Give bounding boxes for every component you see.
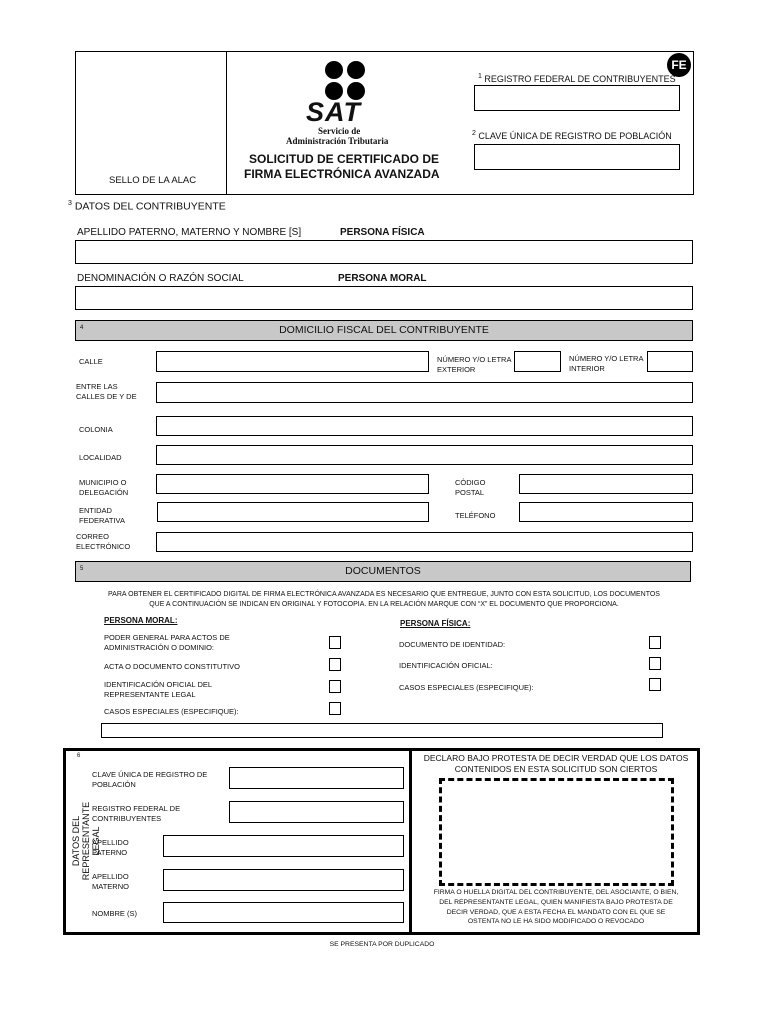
section5-bar [75,561,691,582]
rep-curp-label-2: POBLACIÓN [92,780,136,789]
declaration-line-1: DECLARO BAJO PROTESTA DE DECIR VERDAD QUE LOS DATOS [423,753,689,763]
rep-paterno-label-1: APELLIDO [92,838,129,847]
moral-docs-heading: PERSONA MORAL: [104,616,178,625]
correo-label-2: ELECTRÓNICO [76,542,131,551]
especifique-input[interactable] [101,723,663,738]
colonia-input[interactable] [156,416,693,436]
razon-label: DENOMINACIÓN O RAZÓN SOCIAL [77,273,244,284]
curp-label [472,130,672,141]
stamp-label: SELLO DE LA ALAC [109,175,197,186]
sat-logo-text: SAT [306,97,361,127]
section3-num: 3 [68,200,72,207]
section5-num: 5 [80,566,84,572]
rfc-num: 1 [478,73,482,80]
rep-paterno-input[interactable] [163,835,404,857]
fisica-doc-2: IDENTIFICACIÓN OFICIAL: [399,661,493,670]
num-ext-label-2: EXTERIOR [437,365,476,374]
curp-num: 2 [472,130,476,137]
entre-label-1: ENTRE LAS [76,382,118,391]
declaration-text [412,753,700,775]
calle-label: CALLE [79,357,103,366]
moral-label: PERSONA MORAL [338,273,427,284]
name-label: APELLIDO PATERNO, MATERNO Y NOMBRE [S] [77,227,302,238]
num-ext-input[interactable] [514,351,561,372]
num-int-input[interactable] [647,351,693,372]
curp-input[interactable] [474,144,680,170]
rep-rfc-label-1: REGISTRO FEDERAL DE [92,804,181,813]
rep-curp-input[interactable] [229,767,404,789]
rep-nombre-label: NOMBRE (S) [92,909,137,918]
rep-rfc-input[interactable] [229,801,404,823]
sat-logo-icon [322,60,370,102]
telefono-label: TELÉFONO [455,511,496,520]
signature-box[interactable] [439,778,674,886]
telefono-input[interactable] [519,502,693,522]
municipio-input[interactable] [156,474,429,494]
entre-label-2: CALLES DE Y DE [76,392,137,401]
header-divider [226,51,227,195]
rep-rfc-label-2: CONTRIBUYENTES [92,814,162,823]
num-ext-label-1: NÚMERO Y/O LETRA [437,355,512,364]
rep-materno-input[interactable] [163,869,404,891]
rep-materno-label-2: MATERNO [92,882,129,891]
moral-doc-1b: ADMINISTRACIÓN O DOMINIO: [104,643,215,652]
section3-title-text: DATOS DEL CONTRIBUYENTE [74,200,226,213]
rep-legal-vertical-label [71,791,101,891]
signature-caption-2: DEL REPRESENTANTE LEGAL, QUIEN MANIFIESTA BAJO PROTESTA DE [439,898,673,906]
razon-input[interactable] [75,286,693,310]
section4-title: DOMICILIO FISCAL DEL CONTRIBUYENTE [279,324,489,336]
rep-paterno-label-2: PATERNO [92,848,128,857]
curp-label-text: CLAVE ÚNICA DE REGISTRO DE POBLACIÓN [478,131,672,141]
moral-doc-2: ACTA O DOCUMENTO CONSTITUTIVO [104,662,240,671]
entidad-label-1: ENTIDAD [79,506,112,515]
moral-doc-1-checkbox[interactable] [329,636,341,649]
rep-legal-vertical-2: REPRESENTANTE LEGAL [81,801,101,881]
localidad-label: LOCALIDAD [79,453,122,462]
footer-note: SE PRESENTA POR DUPLICADO [329,941,435,948]
entidad-label-2: FEDERATIVA [79,516,125,525]
rep-materno-label-1: APELLIDO [92,872,129,881]
sat-logo-sub1: Servicio de [318,126,361,136]
fisica-docs-heading: PERSONA FÍSICA: [400,619,471,628]
fisica-doc-2-checkbox[interactable] [649,657,661,670]
fe-badge: FE [667,53,691,77]
num-int-label-1: NÚMERO Y/O LETRA [569,354,644,363]
rfc-input[interactable] [474,85,680,111]
signature-caption-1: FIRMA O HUELLA DIGITAL DEL CONTRIBUYENTE, DEL ASOCIANTE, O BIEN, [433,889,679,896]
cp-label-1: CÓDIGO [455,478,486,487]
moral-doc-4-checkbox[interactable] [329,702,341,715]
rep-nombre-input[interactable] [163,902,404,923]
entidad-input[interactable] [157,502,429,522]
fisica-doc-3-checkbox[interactable] [649,678,661,691]
moral-doc-2-checkbox[interactable] [329,658,341,671]
fisica-doc-3: CASOS ESPECIALES (ESPECIFIQUE): [399,683,534,692]
form-title-line1: SOLICITUD DE CERTIFICADO DE [249,152,440,166]
num-int-label-2: INTERIOR [569,364,605,373]
section4-num: 4 [80,325,84,331]
fisica-doc-1-checkbox[interactable] [649,636,661,649]
section5-title: DOCUMENTOS [345,565,421,577]
moral-doc-3a: IDENTIFICACIÓN OFICIAL DEL [104,680,213,689]
localidad-input[interactable] [156,445,693,465]
fisica-label: PERSONA FÍSICA [340,227,425,238]
signature-caption-3: DECIR VERDAD, QUE A ESTA FECHA EL MANDATO CON EL QUE SE [446,908,666,916]
entre-input[interactable] [156,382,693,403]
rep-curp-label-1: CLAVE ÚNICA DE REGISTRO DE [92,770,208,779]
documents-intro [60,590,708,609]
documents-intro-1: PARA OBTENER EL CERTIFICADO DIGITAL DE FIRMA ELECTRÓNICA AVANZADA ES NECESARIO QUE ENTREGUE, JUNTO CON ESTA SOLICITUD, LOS DOCUMENTOS [108,591,660,598]
section6-num: 6 [77,753,81,759]
rfc-label [478,73,676,84]
rfc-label-text: REGISTRO FEDERAL DE CONTRIBUYENTES [484,74,676,84]
declaration-line-2: CONTENIDOS EN ESTA SOLICITUD SON CIERTOS [454,764,658,774]
sat-logo-sub2: Administración Tributaria [286,136,389,146]
section4-bar [75,320,693,341]
name-input[interactable] [75,240,693,264]
colonia-label: COLONIA [79,425,113,434]
correo-label-1: CORREO [76,532,109,541]
municipio-label-2: DELEGACIÓN [79,488,129,497]
signature-caption-4: OSTENTA NO LE HA SIDO MODIFICADO O REVOCADO [467,918,645,926]
calle-input[interactable] [156,351,429,372]
cp-label-2: POSTAL [455,488,485,497]
signature-caption [412,888,700,927]
moral-doc-4: CASOS ESPECIALES (ESPECIFIQUE): [104,707,239,716]
fisica-doc-1: DOCUMENTO DE IDENTIDAD: [399,640,506,649]
moral-doc-1a: PODER GENERAL PARA ACTOS DE [104,633,230,642]
form-title-line2: FIRMA ELECTRÓNICA AVANZADA [244,167,440,181]
municipio-label-1: MUNICIPIO O [79,478,127,487]
section3-title [68,200,226,213]
documents-intro-2: QUE A CONTINUACIÓN SE INDICAN EN ORIGINAL Y FOTOCOPIA. EN LA RELACIÓN MARQUE CON “X” EL DOCUMENTO QUE PROPORCIONA. [149,600,619,608]
moral-doc-3-checkbox[interactable] [329,680,341,693]
rep-legal-vertical-1: DATOS DEL [71,815,81,867]
correo-input[interactable] [156,532,693,552]
moral-doc-3b: REPRESENTANTE LEGAL [104,690,196,699]
cp-input[interactable] [519,474,693,494]
